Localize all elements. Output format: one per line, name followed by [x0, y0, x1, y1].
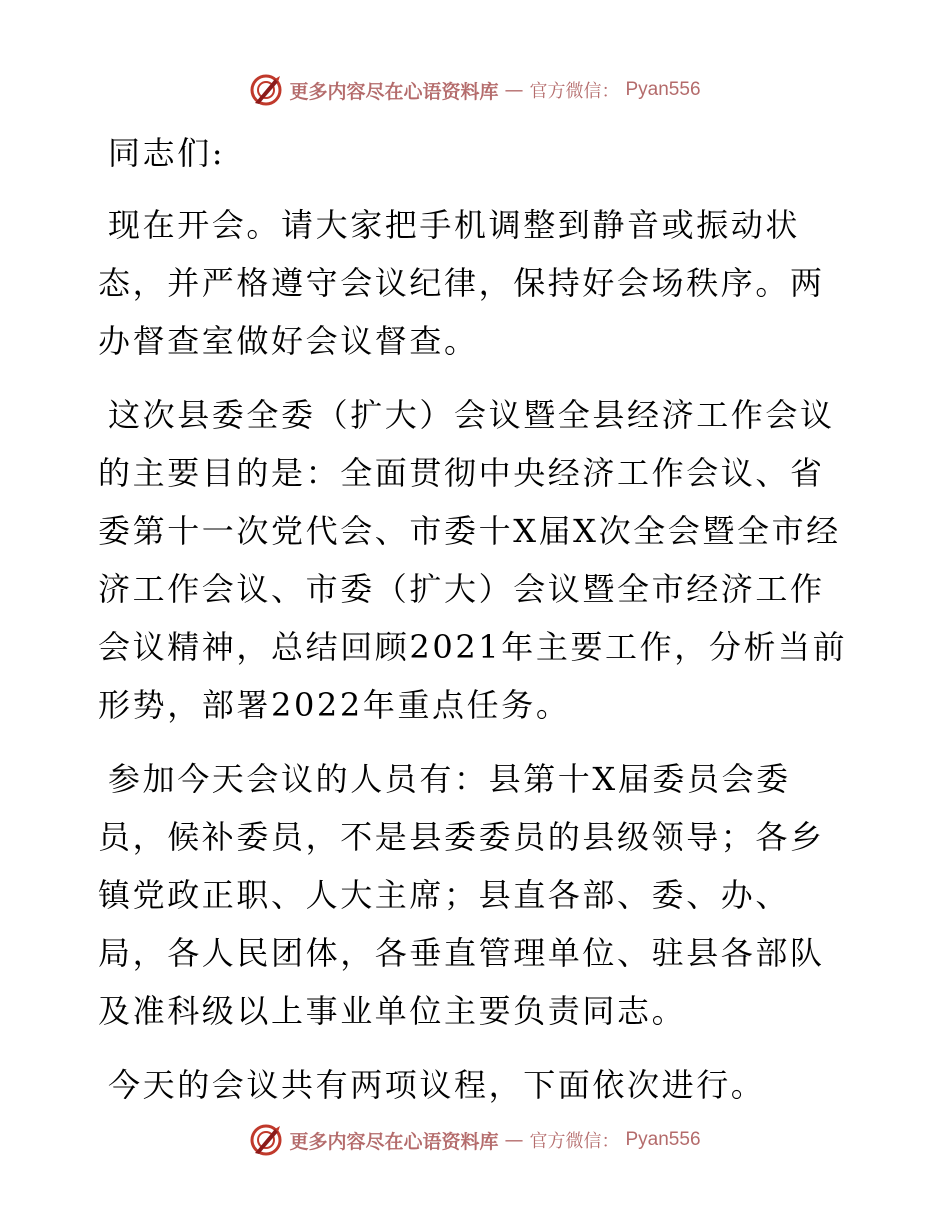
banner-official-label: 官方微信： [529, 1131, 620, 1152]
banner-slogan: 更多内容尽在心语资料库 [289, 1130, 499, 1153]
paragraph-purpose: 这次县委全委（扩大）会议暨全县经济工作会议的主要目的是：全面贯彻中央经济工作会议、省委第十一次党代会、市委十X届X次全会暨全市经济工作会议、市委（扩大）会议暨全市经济工作会议精神，总结回顾2021年主要工作，分析当前形势，部署2022年重点任务。 [98, 396, 848, 724]
header-banner [0, 70, 950, 110]
document-body [98, 124, 858, 1114]
banner-slogan: 更多内容尽在心语资料库 [289, 80, 499, 103]
banner-account-id: Pyan556 [625, 79, 701, 100]
paragraph-agenda: 今天的会议共有两项议程，下面依次进行。 [108, 1066, 766, 1104]
quill-pen-logo-icon [249, 1123, 283, 1157]
banner-separator: — [504, 79, 524, 101]
footer-banner [0, 1120, 950, 1160]
footer-banner-content [249, 1123, 700, 1157]
header-banner-content [249, 73, 700, 107]
banner-separator: — [504, 1129, 524, 1151]
paragraph-attendees: 参加今天会议的人员有：县第十X届委员会委员，候补委员，不是县委委员的县级领导；各乡镇党政正职、人大主席；县直各部、委、办、局，各人民团体，各垂直管理单位、驻县各部队及准科级以上事业单位主要负责同志。 [98, 760, 825, 1030]
quill-pen-logo-icon [249, 73, 283, 107]
banner-official-label: 官方微信： [529, 81, 620, 102]
banner-account-id: Pyan556 [625, 1129, 701, 1150]
greeting: 同志们: [108, 134, 226, 172]
paragraph-opening: 现在开会。请大家把手机调整到静音或振动状态，并严格遵守会议纪律，保持好会场秩序。两办督查室做好会议督查。 [98, 206, 825, 360]
